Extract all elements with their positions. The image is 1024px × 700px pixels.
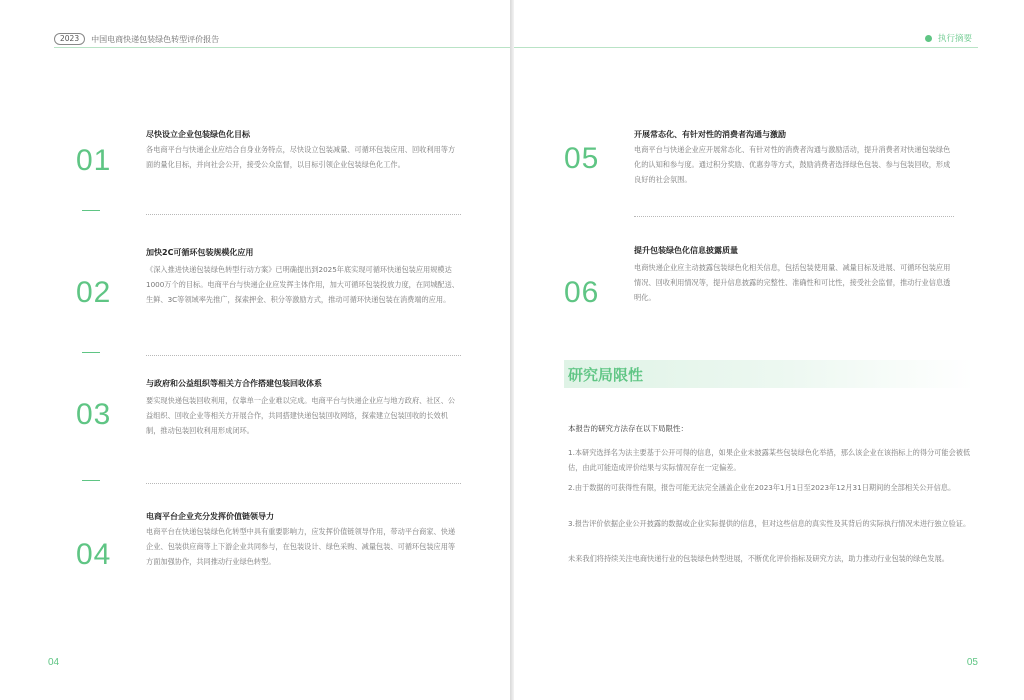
item-number: 06 xyxy=(564,276,600,309)
item-title: 尽快设立企业包装绿色化目标 xyxy=(146,130,250,139)
limitation-closing: 未来我们将持续关注电商快递行业的包装绿色转型进展，不断优化评价指标及研究方法，助力推动行业包装的绿色发展。 xyxy=(568,554,949,563)
number-underline xyxy=(82,352,100,353)
section-dot-icon xyxy=(925,35,932,42)
item-divider xyxy=(146,355,461,356)
item-body: 各电商平台与快递企业应结合自身业务特点，尽快设立包装减量、可循环包装应用、回收利用等方面的量化目标，并向社会公开，接受公众监督，以目标引领企业包装绿色化工作。 xyxy=(146,145,456,169)
item-body: 电商平台与快递企业应开展常态化、有针对性的消费者沟通与激励活动，提升消费者对快递包装绿色化的认知和参与度。通过积分奖励、优惠券等方式，鼓励消费者选择绿色包装、参与包装回收，形成良好的社会氛围。 xyxy=(634,145,951,184)
item-title: 电商平台企业充分发挥价值链领导力 xyxy=(146,512,274,521)
item-number: 03 xyxy=(76,398,112,431)
item-body: 电商平台在快递包装绿色化转型中具有重要影响力，应发挥价值链领导作用，带动平台商家、快递企业、包装供应商等上下游企业共同参与，在包装设计、绿色采购、减量包装、可循环包装应用等方面加强协作，共同推动行业绿色转型。 xyxy=(146,527,456,566)
page-number-right: 05 xyxy=(966,657,978,668)
number-underline xyxy=(82,210,100,211)
item-body: 要实现快递包装回收利用，仅靠单一企业难以完成。电商平台与快递企业应与地方政府、社区、公益组织、回收企业等相关方开展合作，共同搭建快递包装回收网络，探索建立包装回收的长效机制，推动包装回收利用形成闭环。 xyxy=(146,396,456,435)
limitation-point-3: 3.报告评价依据企业公开披露的数据或企业实际提供的信息，但对这些信息的真实性及其背后的实际执行情况未进行独立验证。 xyxy=(568,519,971,528)
item-number: 05 xyxy=(564,142,600,175)
limitation-point-1: 1.本研究选择名为法主要基于公开可得的信息，如果企业未披露某些包装绿色化举措，那么该企业在该指标上的得分可能会被低估，由此可能造成评价结果与实际情况存在一定偏差。 xyxy=(568,448,971,472)
report-header xyxy=(54,33,219,45)
item-title: 与政府和公益组织等相关方合作搭建包装回收体系 xyxy=(146,379,322,388)
item-title: 提升包装绿色化信息披露质量 xyxy=(634,246,738,255)
left-page xyxy=(0,0,510,700)
item-number: 01 xyxy=(76,144,112,177)
limitations-intro: 本报告的研究方法存在以下局限性： xyxy=(568,424,688,433)
section-name: 执行摘要 xyxy=(937,34,972,44)
item-body: 电商快递企业应主动披露包装绿色化相关信息，包括包装使用量、减量目标及进展、可循环包装应用情况、回收利用情况等，提升信息披露的完整性、准确性和可比性，接受社会监督，推动行业信息透明化。 xyxy=(634,263,951,302)
item-title: 加快2C可循环包装规模化应用 xyxy=(146,248,254,257)
page-number-left: 04 xyxy=(48,657,60,668)
item-divider xyxy=(146,214,461,215)
item-body: 《深入推进快递包装绿色转型行动方案》已明确提出到2025年底实现可循环快递包装应用规模达1000万个的目标。电商平台与快递企业应发挥主体作用，加大可循环包装投放力度，在同城配送、生鲜、3C等领域率先推广，探索押金、积分等激励方式，推动可循环快递包装在消费端的应用。 xyxy=(146,265,459,304)
item-number: 04 xyxy=(76,538,112,571)
item-divider xyxy=(634,216,954,217)
item-divider xyxy=(146,483,461,484)
report-title: 中国电商快递包装绿色转型评价报告 xyxy=(91,34,220,44)
number-underline xyxy=(82,480,100,481)
limitation-point-2: 2.由于数据的可获得性有限，报告可能无法完全涵盖企业在2023年1月1日至2023年12月31日期间的全部相关公开信息。 xyxy=(568,483,956,492)
item-title: 开展常态化、有针对性的消费者沟通与激励 xyxy=(634,130,786,139)
header-rule xyxy=(514,47,978,48)
item-number: 02 xyxy=(76,276,112,309)
right-page xyxy=(514,0,1024,700)
year-badge: 2023 xyxy=(54,33,85,45)
section-title: 研究局限性 xyxy=(568,366,644,384)
header-rule xyxy=(54,47,510,48)
section-indicator xyxy=(925,32,972,44)
